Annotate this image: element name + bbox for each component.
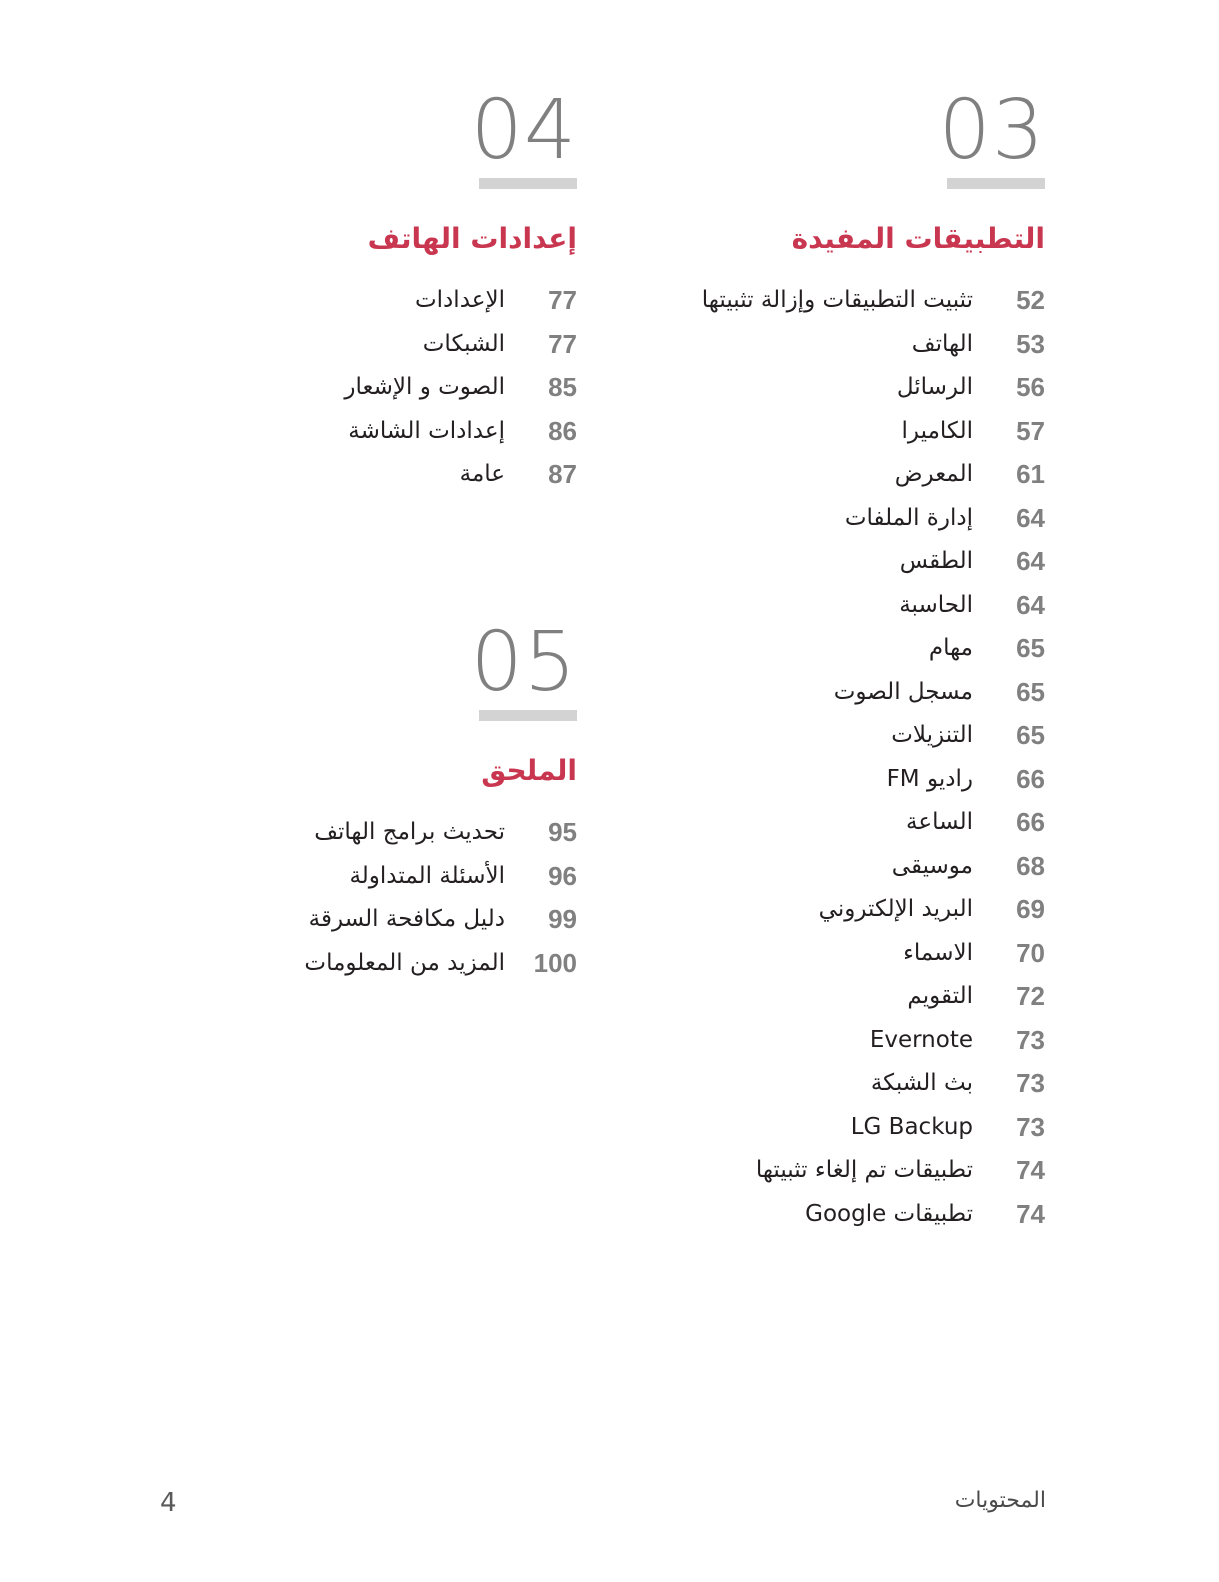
toc-entry-label: التقويم (907, 983, 973, 1009)
toc-page-number: 87 (548, 459, 577, 489)
toc-page-number: 56 (1016, 372, 1045, 402)
toc-entry-list (625, 285, 1045, 1242)
toc-page-number: 64 (1016, 546, 1045, 576)
toc-entry-list (217, 285, 577, 503)
toc-entry[interactable] (217, 459, 577, 503)
toc-entry-label: إدارة الملفات (844, 504, 973, 531)
toc-page-number: 52 (1016, 285, 1045, 315)
toc-entry-label: دليل مكافحة السرقة (308, 906, 505, 932)
toc-page-number: 57 (1016, 415, 1045, 446)
toc-entry-label: البريد الإلكتروني (818, 896, 973, 922)
toc-page-number: 74 (1016, 1155, 1045, 1185)
toc-entry[interactable] (625, 1199, 1045, 1243)
chapter-number: 04 (470, 83, 577, 178)
chapter-underline (479, 710, 577, 721)
toc-page-number: 64 (1016, 502, 1045, 533)
toc-entry-label: المعرض (894, 461, 973, 487)
toc-entry[interactable] (625, 677, 1045, 721)
toc-page-number: 96 (548, 860, 577, 891)
toc-entry[interactable] (625, 590, 1045, 634)
toc-page-number: 66 (1016, 807, 1045, 837)
chapter-underline (947, 178, 1045, 189)
toc-entry-label: الشبكات (422, 330, 505, 357)
toc-page-number: 70 (1016, 937, 1045, 968)
toc-entry-label: تحديث برامج الهاتف (314, 819, 505, 845)
toc-page-number: 95 (548, 817, 577, 847)
chapter-title: إعدادات الهاتف (367, 222, 577, 255)
chapter-title: الملحق (481, 754, 577, 787)
toc-entry-list (217, 817, 577, 991)
toc-entry[interactable] (625, 633, 1045, 677)
toc-page-number: 66 (1016, 763, 1045, 794)
toc-page-number: 68 (1016, 850, 1045, 881)
toc-entry[interactable] (625, 546, 1045, 590)
toc-entry[interactable] (625, 1025, 1045, 1069)
toc-entry[interactable] (625, 981, 1045, 1025)
chapter-04 (217, 83, 577, 510)
toc-page-number: 72 (1016, 981, 1045, 1011)
page-number: 4 (160, 1488, 177, 1518)
toc-page-number: 65 (1016, 633, 1045, 663)
toc-entry-label: المزيد من المعلومات (304, 949, 505, 976)
toc-entry[interactable] (625, 1068, 1045, 1112)
chapter-number: 03 (938, 83, 1045, 178)
footer-title: المحتويات (954, 1488, 1046, 1513)
toc-entry-label: الطقس (899, 548, 973, 574)
chapter-title: التطبيقات المفيدة (791, 222, 1045, 255)
toc-entry[interactable] (625, 938, 1045, 982)
toc-page-number: 86 (548, 415, 577, 446)
toc-entry-label: تثبيت التطبيقات وإزالة تثبيتها (701, 287, 973, 313)
toc-entry-label: Evernote (869, 1026, 973, 1053)
toc-entry[interactable] (625, 720, 1045, 764)
toc-entry[interactable] (625, 503, 1045, 547)
toc-page-number: 85 (548, 372, 577, 402)
toc-entry-label: إعدادات الشاشة (348, 417, 505, 444)
toc-entry-label: LG Backup (850, 1113, 973, 1140)
toc-entry[interactable] (217, 329, 577, 373)
toc-page-number: 64 (1016, 589, 1045, 620)
toc-entry[interactable] (625, 459, 1045, 503)
toc-entry[interactable] (625, 764, 1045, 808)
toc-entry-label: التنزيلات (891, 722, 973, 748)
toc-entry-label: الإعدادات (415, 287, 505, 313)
toc-entry[interactable] (625, 894, 1045, 938)
toc-entry-label: مهام (928, 635, 973, 661)
toc-page-number: 99 (548, 904, 577, 934)
toc-page-number: 74 (1016, 1198, 1045, 1229)
toc-entry[interactable] (217, 948, 577, 992)
toc-entry[interactable] (625, 285, 1045, 329)
chapter-number: 05 (470, 615, 577, 710)
toc-entry-label: الاسماء (903, 939, 973, 966)
toc-entry[interactable] (625, 329, 1045, 373)
toc-entry[interactable] (625, 1112, 1045, 1156)
toc-entry-label: مسجل الصوت (833, 678, 973, 705)
toc-entry-label: الأسئلة المتداولة (349, 862, 505, 889)
toc-page-number: 73 (1016, 1068, 1045, 1098)
chapter-03 (625, 83, 1045, 1240)
toc-page-number: 73 (1016, 1024, 1045, 1055)
toc-entry[interactable] (625, 372, 1045, 416)
toc-entry-label: تطبيقات Google (805, 1200, 973, 1227)
toc-page-number: 69 (1016, 894, 1045, 924)
toc-entry[interactable] (625, 807, 1045, 851)
toc-page-number: 73 (1016, 1111, 1045, 1142)
toc-entry-label: الكاميرا (901, 417, 973, 444)
toc-entry-label: الحاسبة (899, 591, 973, 618)
toc-page-number: 65 (1016, 720, 1045, 750)
toc-entry[interactable] (217, 285, 577, 329)
toc-entry[interactable] (217, 372, 577, 416)
toc-page-number: 100 (533, 947, 577, 978)
toc-entry-label: عامة (459, 461, 505, 487)
toc-page-number: 65 (1016, 676, 1045, 707)
toc-entry-label: موسيقى (891, 852, 973, 879)
toc-entry-label: بث الشبكة (870, 1070, 973, 1096)
toc-entry-label: الهاتف (911, 330, 973, 357)
toc-entry[interactable] (217, 861, 577, 905)
chapter-05 (217, 615, 577, 1002)
toc-entry-label: الصوت و الإشعار (344, 374, 505, 400)
chapter-underline (479, 178, 577, 189)
toc-entry-label: الرسائل (896, 374, 973, 400)
toc-entry[interactable] (217, 416, 577, 460)
toc-page-number: 61 (1016, 459, 1045, 489)
toc-entry-label: الساعة (906, 809, 973, 835)
toc-entry-label: تطبيقات تم إلغاء تثبيتها (755, 1157, 973, 1183)
toc-entry[interactable] (625, 1155, 1045, 1199)
toc-page-number: 77 (548, 285, 577, 315)
toc-entry[interactable] (217, 817, 577, 861)
toc-entry[interactable] (625, 416, 1045, 460)
toc-page-number: 77 (548, 328, 577, 359)
toc-page-number: 53 (1016, 328, 1045, 359)
toc-entry-label: راديو FM (886, 765, 973, 792)
toc-entry[interactable] (217, 904, 577, 948)
toc-entry[interactable] (625, 851, 1045, 895)
